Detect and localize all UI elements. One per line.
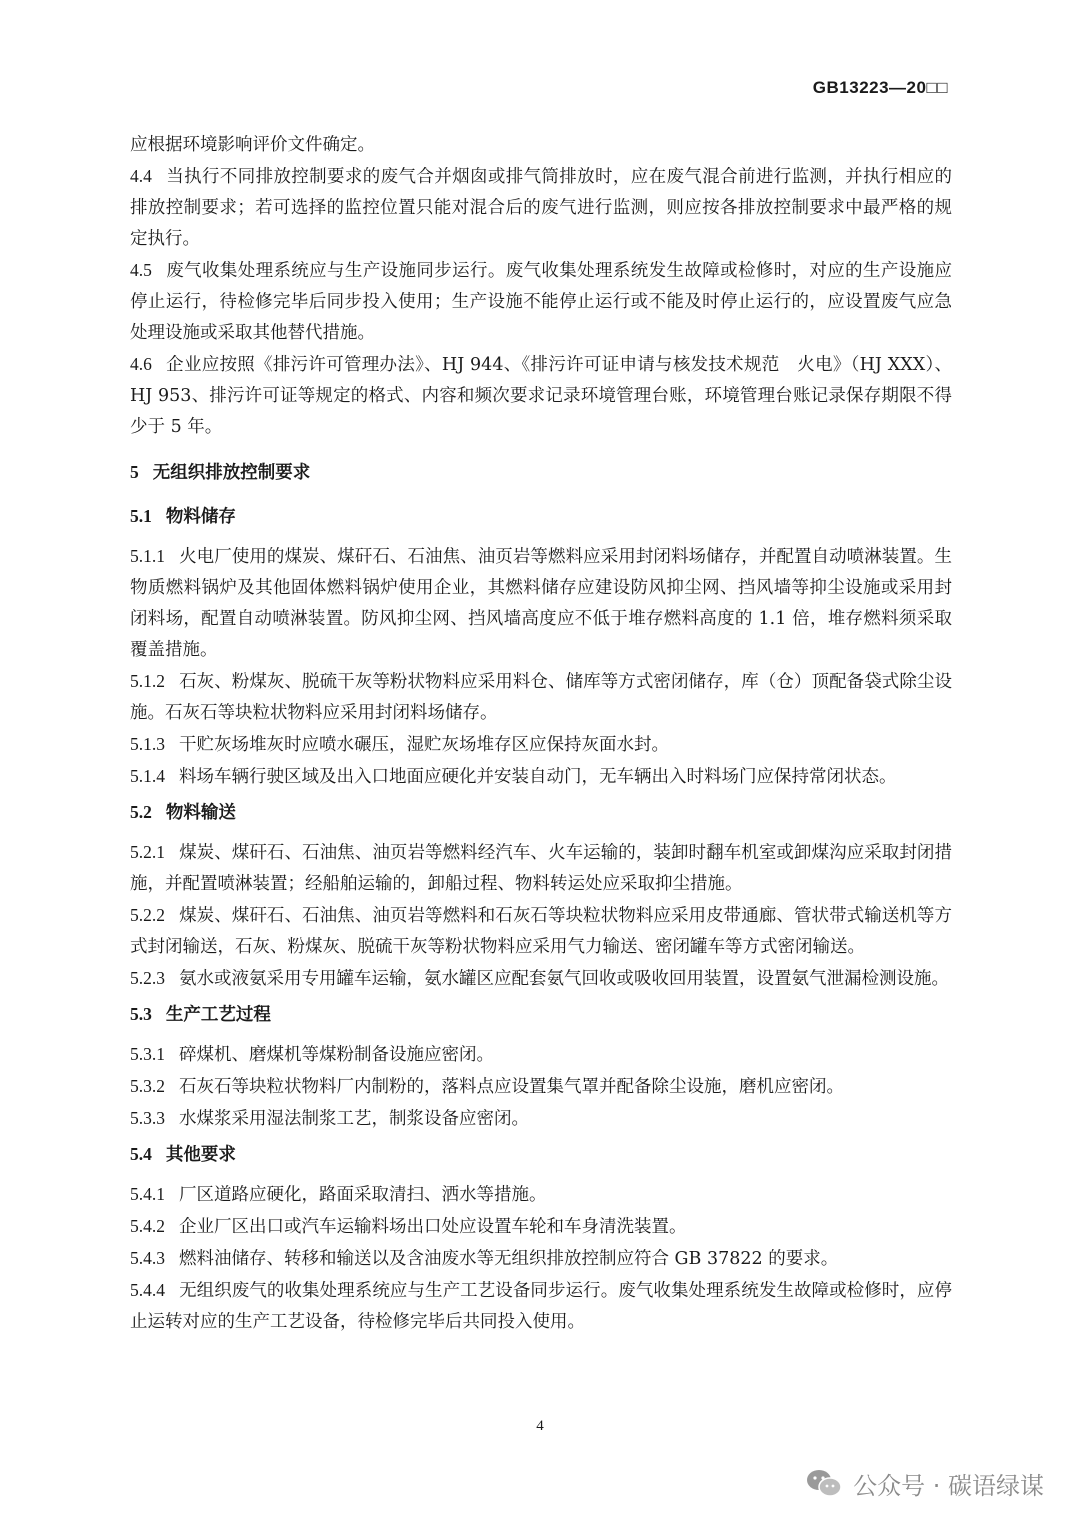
wechat-icon [805, 1468, 843, 1500]
clause-number: 5.1 [130, 506, 152, 526]
clause-text: 厂区道路应硬化，路面采取清扫、洒水等措施。 [179, 1185, 547, 1205]
clause-text: 火电厂使用的煤炭、煤矸石、石油焦、油页岩等燃料应采用封闭料场储存，并配置自动喷淋装置。生物质燃料锅炉及其他固体燃料锅炉使用企业，其燃料储存应建设防风抑尘网、挡风墙等抑尘设施或采用封闭料场，配置自动喷淋装置。防风抑尘网、挡风墙高度应不低于堆存燃料高度的 1.1 倍，堆存燃料须采取覆盖措施。 [130, 547, 952, 660]
clause-text: 生产工艺过程 [165, 1005, 271, 1025]
clause-paragraph [130, 1211, 952, 1243]
section-heading [130, 457, 952, 489]
clause-text: 废气收集处理系统应与生产设施同步运行。废气收集处理系统发生故障或检修时，对应的生产设施应停止运行，待检修完毕后同步投入使用；生产设施不能停止运行或不能及时停止运行的，应设置废气应急处理设施或采取其他替代措施。 [130, 261, 952, 343]
document-code: GB13223—20□□ [812, 78, 948, 97]
clause-number: 5.2.1 [130, 842, 165, 862]
clause-number: 5.3.2 [130, 1076, 165, 1096]
document-body [130, 130, 952, 1338]
clause-number: 5.4 [130, 1144, 152, 1164]
clause-number: 5.3 [130, 1004, 152, 1024]
clause-text: 燃料油储存、转移和输送以及含油废水等无组织排放控制应符合 GB 37822 的要求。 [179, 1249, 839, 1269]
clause-paragraph [130, 1039, 952, 1071]
clause-number: 5.4.1 [130, 1184, 165, 1204]
clause-number: 5.1.3 [130, 734, 165, 754]
subsection-heading [130, 797, 952, 829]
clause-text: 氨水或液氨采用专用罐车运输，氨水罐区应配套氨气回收或吸收回用装置，设置氨气泄漏检测设施。 [179, 969, 949, 989]
clause-text: 企业厂区出口或汽车运输料场出口处应设置车轮和车身清洗装置。 [179, 1217, 687, 1237]
clause-text: 当执行不同排放控制要求的废气合并烟囱或排气筒排放时，应在废气混合前进行监测，并执行相应的排放控制要求；若可选择的监控位置只能对混合后的废气进行监测，则应按各排放控制要求中最严格的规定执行。 [130, 167, 952, 249]
clause-paragraph [130, 963, 952, 995]
clause-number: 5.1.1 [130, 546, 165, 566]
clause-paragraph [130, 255, 952, 349]
clause-number: 5.2.2 [130, 905, 165, 925]
clause-number: 5.2 [130, 802, 152, 822]
clause-paragraph [130, 349, 952, 443]
clause-text: 煤炭、煤矸石、石油焦、油页岩等燃料和石灰石等块粒状物料应采用皮带通廊、管状带式输送机等方式封闭输送，石灰、粉煤灰、脱硫干灰等粉状物料应采用气力输送、密闭罐车等方式密闭输送。 [130, 906, 952, 957]
subsection-heading [130, 1139, 952, 1171]
clause-paragraph [130, 666, 952, 729]
clause-paragraph [130, 761, 952, 793]
clause-paragraph [130, 161, 952, 255]
page-number: 4 [536, 1418, 544, 1434]
subsection-heading [130, 999, 952, 1031]
clause-number: 5.1.2 [130, 671, 165, 691]
clause-text: 水煤浆采用湿法制浆工艺，制浆设备应密闭。 [179, 1109, 529, 1129]
clause-text: 碎煤机、磨煤机等煤粉制备设施应密闭。 [179, 1045, 494, 1065]
clause-number: 4.4 [130, 166, 152, 186]
clause-paragraph [130, 541, 952, 666]
clause-number: 5.4.3 [130, 1248, 165, 1268]
clause-text: 无组织排放控制要求 [152, 463, 311, 483]
clause-text: 物料输送 [165, 803, 236, 823]
clause-paragraph [130, 1275, 952, 1338]
watermark-text: 公众号 · 碳语绿谋 [853, 1472, 1044, 1500]
watermark [805, 1466, 1044, 1501]
clause-paragraph [130, 1179, 952, 1211]
clause-number: 5.2.3 [130, 968, 165, 988]
clause-number: 4.5 [130, 260, 152, 280]
clause-text: 石灰石等块粒状物料厂内制粉的，落料点应设置集气罩并配备除尘设施，磨机应密闭。 [179, 1077, 844, 1097]
clause-text: 企业应按照《排污许可管理办法》、HJ 944、《排污许可证申请与核发技术规范 火电》（HJ XXX）、HJ 953、排污许可证等规定的格式、内容和频次要求记录环境管理台账，环境管理台账记录保存期限不得少于 5 年。 [130, 355, 952, 437]
clause-paragraph [130, 900, 952, 963]
clause-paragraph [130, 130, 952, 161]
clause-paragraph [130, 729, 952, 761]
subsection-heading [130, 501, 952, 533]
clause-text: 干贮灰场堆灰时应喷水碾压，湿贮灰场堆存区应保持灰面水封。 [179, 735, 669, 755]
clause-paragraph [130, 837, 952, 900]
clause-text: 煤炭、煤矸石、石油焦、油页岩等燃料经汽车、火车运输的，装卸时翻车机室或卸煤沟应采取封闭措施，并配置喷淋装置；经船舶运输的，卸船过程、物料转运处应采取抑尘措施。 [130, 843, 952, 894]
clause-number: 4.6 [130, 354, 152, 374]
clause-text: 料场车辆行驶区域及出入口地面应硬化并安装自动门，无车辆出入时料场门应保持常闭状态。 [179, 767, 897, 787]
clause-number: 5.3.1 [130, 1044, 165, 1064]
clause-text: 物料储存 [165, 507, 236, 527]
clause-text: 其他要求 [165, 1145, 236, 1165]
clause-number: 5.3.3 [130, 1108, 165, 1128]
clause-number: 5.4.2 [130, 1216, 165, 1236]
clause-number: 5 [130, 462, 139, 482]
clause-paragraph [130, 1071, 952, 1103]
clause-paragraph [130, 1103, 952, 1135]
clause-text: 应根据环境影响评价文件确定。 [130, 135, 375, 155]
clause-number: 5.4.4 [130, 1280, 165, 1300]
clause-paragraph [130, 1243, 952, 1275]
clause-number: 5.1.4 [130, 766, 165, 786]
clause-text: 石灰、粉煤灰、脱硫干灰等粉状物料应采用料仓、储库等方式密闭储存，库（仓）顶配备袋式除尘设施。石灰石等块粒状物料应采用封闭料场储存。 [130, 672, 952, 723]
clause-text: 无组织废气的收集处理系统应与生产工艺设备同步运行。废气收集处理系统发生故障或检修时，应停止运转对应的生产工艺设备，待检修完毕后共同投入使用。 [130, 1281, 952, 1332]
